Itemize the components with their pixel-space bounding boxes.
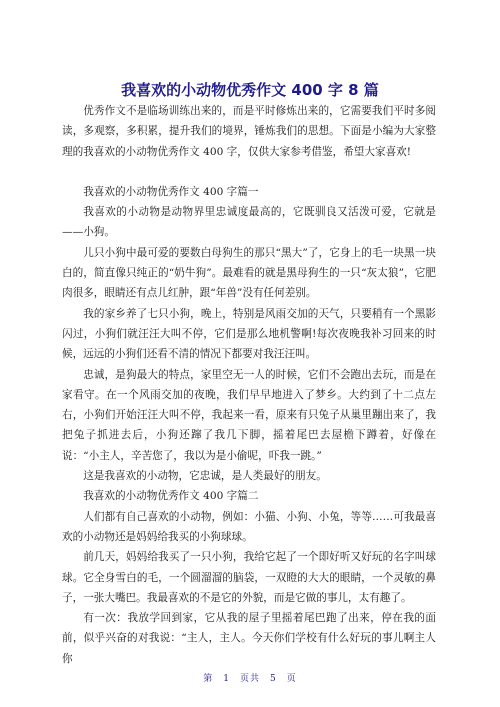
body-paragraph: 有一次：我放学回到家，它从我的屋子里摇着尾巴跑了出来，停在我的面前，似乎兴奋的对我说：“主人，主人。今天你们学校有什么好玩的事儿啊主人你 [62,612,436,665]
body-paragraph: 我喜欢的小动物是动物界里忠诚度最高的，它既驯良又活泼可爱，它就是——小狗。 [62,206,436,239]
section-heading: 我喜欢的小动物优秀作文 400 字篇一 [83,185,259,198]
footer-page-total: 5 [270,674,277,684]
body-paragraph: 我的家乡养了七只小狗，晚上，特别是风雨交加的天气，只要稍有一个黑影闪过，小狗们就汪汪大叫不停，它们是那么地机警啊!每次夜晚我补习回来的时候，远远的小狗们还看不清的情况下都要对我汪汪叫。 [62,307,436,361]
page-footer [0,671,500,684]
body-paragraph: 人们都有自己喜欢的小动物，例如：小猫、小狗、小兔，等等……可我最喜欢的小动物还是妈妈给我买的小狗球球。 [62,510,436,543]
footer-page-label: 第 [203,674,214,684]
body-paragraph: 忠诚，是狗最大的特点，家里空无一人的时候，它们不会跑出去玩，而是在家看守。在一个风雨交加的夜晚，我们早早地进入了梦乡。大约到了十二点左右，小狗们开始汪汪大叫不停，我起来一看，原来有只兔子从巢里蹦出来了，我把兔子抓进去后，小狗还蹿了我几下脚，摇着尾巴去屋檐下蹲着，好像在说：“小主人，辛苦您了，我以为是小偷呢，吓我一跳。” [62,368,436,462]
section-spacer [62,162,436,182]
body-paragraph: 前几天，妈妈给我买了一只小狗，我给它起了一个即好听又好玩的名字叫球球。它全身雪白的毛，一个圆溜溜的脑袋，一双瞪的大大的眼睛，一个灵敏的鼻子，一张大嘴巴。我最喜欢的不是它的外貌，而是它做的事儿，太有趣了。 [62,551,436,604]
footer-page-current: 1 [223,674,230,684]
document-title: 我喜欢的小动物优秀作文 400 字 8 篇 [121,81,379,99]
intro-paragraph: 优秀作文不是临场训练出来的，而是平时修炼出来的，它需要我们平时多阅读，多观察，多积累，提升我们的境界，锤炼我们的思想。下面是小编为大家整理的我喜欢的小动物优秀作文 400 字，仅供大家参考借鉴，希望大家喜欢! [62,105,436,158]
footer-page-suffix: 页 [286,674,297,684]
body-paragraph: 这是我喜欢的小动物，它忠诚，是人类最好的朋友。 [83,470,327,483]
footer-page-of: 页共 [239,674,260,684]
section-heading: 我喜欢的小动物优秀作文 400 字篇二 [83,490,259,503]
body-paragraph: 儿只小狗中最可爱的要数白母狗生的那只“黑大”了，它身上的毛一块黑一块白的，简直像只纯正的“奶牛狗”。最难看的就是黑母狗生的一只“灰太狼”，它肥肉很多，眼睛还有点儿红肿，跟“年兽”没有任何差别。 [62,246,436,300]
document-body [62,101,436,669]
